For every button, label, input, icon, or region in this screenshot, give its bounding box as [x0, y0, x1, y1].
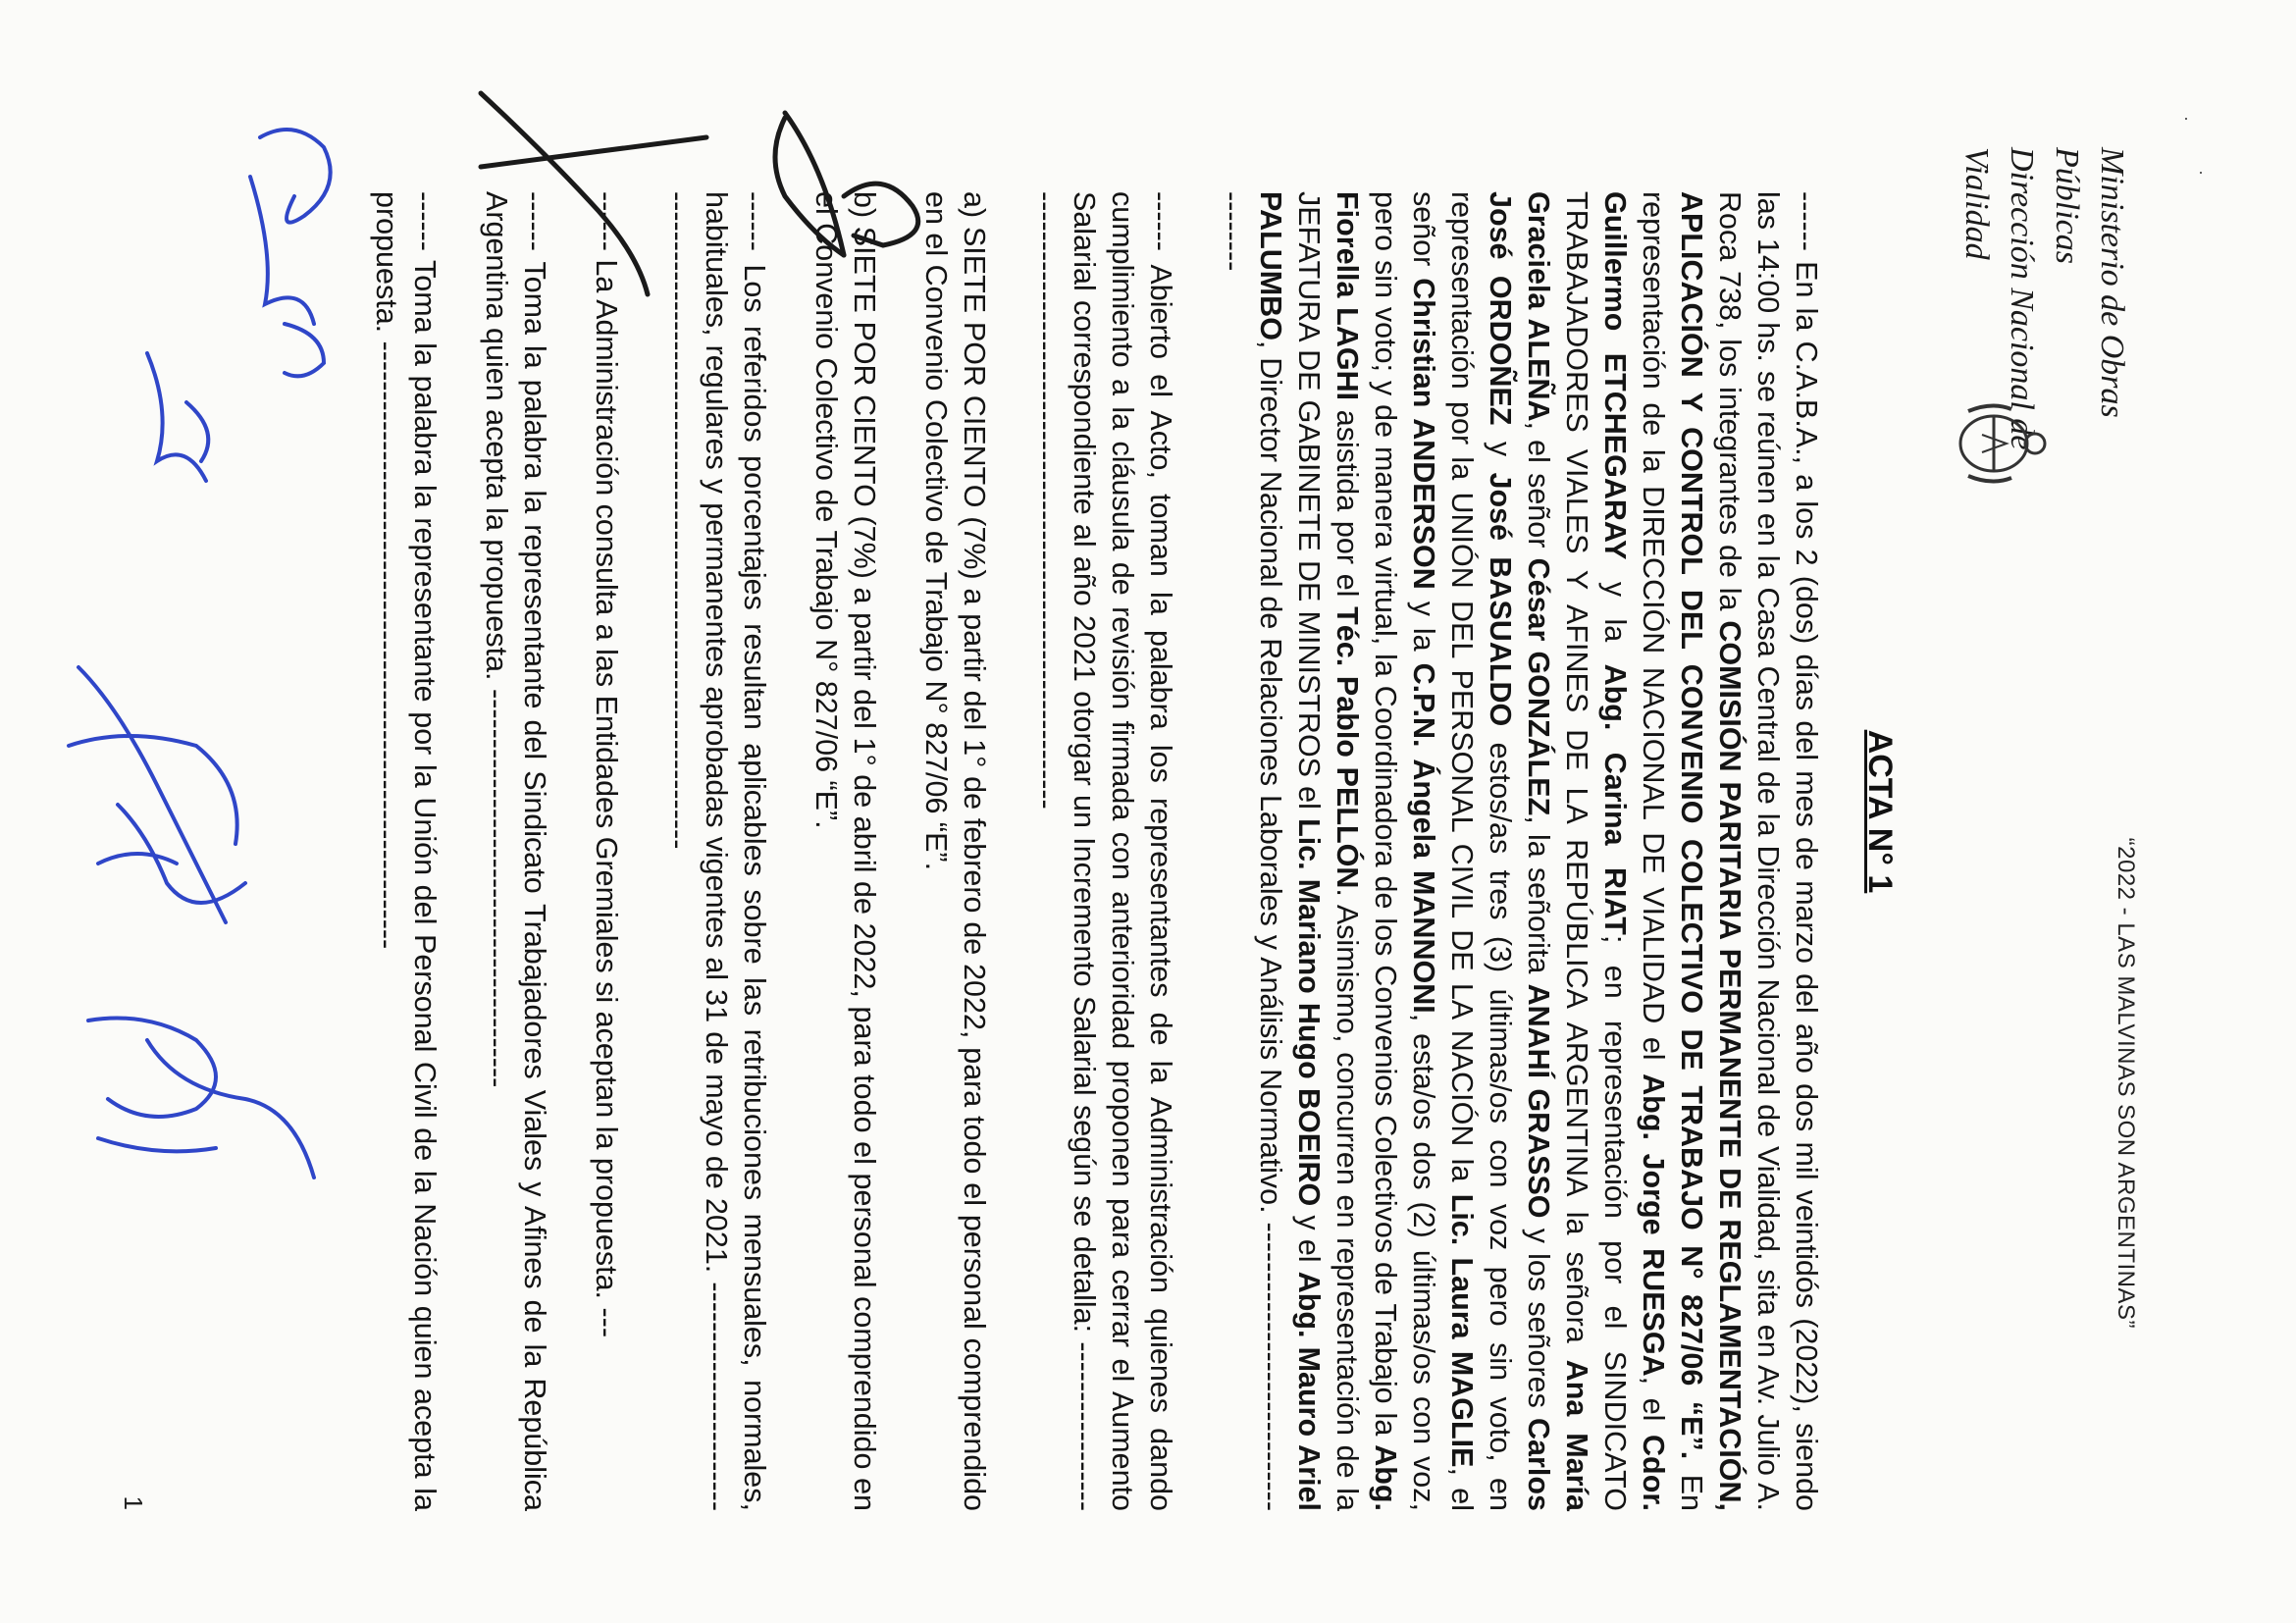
text-run: estos/as tres (3) últimas/os con voz pero sin voto, en representación por la UNIÓN DEL PERSONAL CIVIL DE LA NACIÓN la — [1445, 191, 1517, 1511]
attendee-name: César GONZÁLEZ — [1522, 557, 1555, 816]
attendee-name: Lic. Laura MAGLIE — [1445, 1193, 1479, 1468]
paragraph-union-acceptance: ------ Toma la palabra la representante del Sindicato Trabajadores Viales y Afines de la República Argentina quien acepta la propuesta. ---------------------------------------- — [480, 191, 551, 1511]
attendee-name: Abg. Mauro Ariel PALUMBO — [1254, 191, 1326, 1511]
ministry-name: Ministerio de Obras Públicas — [2049, 147, 2130, 418]
attendee-name: Abg. Carina RIAT — [1598, 663, 1632, 935]
text-run: asistida por el — [1331, 400, 1364, 607]
attendee-name: Ana María Graciela ALEÑA — [1522, 191, 1593, 1511]
attendee-name: C.P.N. Ángela MANNONI — [1407, 662, 1440, 1014]
text-run: , el — [1637, 1376, 1670, 1436]
attendee-name: Abg. Jorge RUESGA — [1637, 1073, 1670, 1377]
item-b: b) SIETE POR CIENTO (7%) a partir del 1° de abril de 2022, para todo el personal comprendido en el Convenio Colectivo de Trabajo N° 827/06 “E”. — [809, 191, 881, 1511]
text-run: y la — [1407, 589, 1440, 663]
year-motto: “2022 - LAS MALVINAS SON ARGENTINAS” — [2113, 837, 2139, 1329]
attendee-name: Carlos José ORDOÑEZ — [1484, 191, 1555, 1511]
text-run: y el — [1292, 1206, 1326, 1272]
paragraph-percentages: ------ Los referidos porcentajes resultan aplicables sobre las retribuciones mensuales, normales, habituales, regulares y permanentes aprobadas vigentes al 31 de mayo de 2021. ----------------------------------------------------------------------------------------- — [661, 191, 771, 1511]
text-run: y la — [1598, 559, 1632, 664]
attendee-name: Téc. Pablo PELLÓN — [1331, 606, 1364, 889]
attendee-name: Cdor. Guillermo ETCHEGARAY — [1598, 191, 1670, 1511]
page-number: 1 — [119, 1495, 148, 1510]
text-run: y los señores — [1522, 1218, 1555, 1419]
document-title: ACTA N° 1 — [1861, 729, 1899, 894]
attendee-name: Lic. Mariano Hugo BOEIRO — [1292, 818, 1326, 1207]
attendee-name: José BASUALDO — [1484, 472, 1517, 727]
paragraph-consultation: ------ La Administración consulta a las Entidades Gremiales si aceptan la propuesta. --- — [590, 191, 623, 1337]
text-run: . Asimismo, concurren en representación de la JEFATURA DE GABINETE DE MINISTROS el — [1292, 191, 1364, 1512]
commission-name: COMISIÓN PARITARIA PERMANENTE DE REGLAMENTACIÓN, APLICACIÓN Y CONTROL DEL CONVENIO COLECTIVO DE TRABAJO N° 827/06 “E”. — [1675, 191, 1747, 1512]
attendee-name: Christian ANDERSON — [1407, 278, 1440, 590]
directorate-name: Dirección Nacional de Vialidad — [1958, 147, 2040, 450]
coat-of-arms-icon — [1943, 397, 2051, 491]
text-run: ; en representación por el SINDICATO TRABAJADORES VIALES Y AFINES DE LA REPÚBLICA ARGENTINA la señora — [1560, 191, 1632, 1511]
scan-mark: · — [2183, 108, 2189, 128]
text-run: y — [1484, 425, 1517, 473]
attendee-name: Abg. Fiorella LAGHI — [1331, 191, 1402, 1511]
text-run: , Director Nacional de Relaciones Laborales y Análisis Normativo. ------------------------------------- — [1216, 191, 1287, 1511]
scan-mark: · — [2198, 162, 2204, 182]
text-run: , la señorita — [1522, 815, 1555, 984]
paragraph-proposal: ------ Abierto el Acto, toman la palabra los representantes de la Administración quienes dando cumplimiento a la cláusula de revisión firmada con anterioridad proponen para cerrar el Aumento Salarial correspondiente al año 2021 otorgar un Incremento Salarial según se detalla: ------------------------------------------------------------------------------- — [1029, 191, 1177, 1511]
text-run: , el señor — [1407, 191, 1479, 1511]
paragraph-upcn-acceptance: ------ Toma la palabra la representante por la Unión del Personal Civil de la Nación quien acepta la propuesta. ------------------------------------------------------------- — [370, 191, 442, 1511]
text-run: , esta/os dos (2) últimas/os con voz, pero sin voto; y de manera virtual, la Coordinadora de los Convenios Colectivos de Trabajo la — [1369, 191, 1440, 1511]
text-run: ------ En la C.A.B.A., a los 2 (dos) días del mes de marzo del año dos mil veintidós (2022), siendo las 14:00 hs. se reúnen en la Casa Central de la Dirección Nacional de Vialidad, sita en Av. Julio A. Roca 738, los integrantes de la — [1713, 191, 1823, 1511]
paragraph-attendees — [1213, 191, 1825, 1511]
text-run: , el señor — [1522, 421, 1555, 558]
item-a: a) SIETE POR CIENTO (7%) a partir del 1° de febrero de 2022, para todo el personal comprendido en el Convenio Colectivo de Trabajo N° 827/06 “E”. — [919, 191, 991, 1511]
attendee-name: ANAHÍ GRASSO — [1522, 983, 1555, 1219]
document-body — [334, 191, 1825, 1511]
text-run: En representación de la DIRECCIÓN NACIONAL DE VIALIDAD el — [1637, 191, 1708, 1512]
